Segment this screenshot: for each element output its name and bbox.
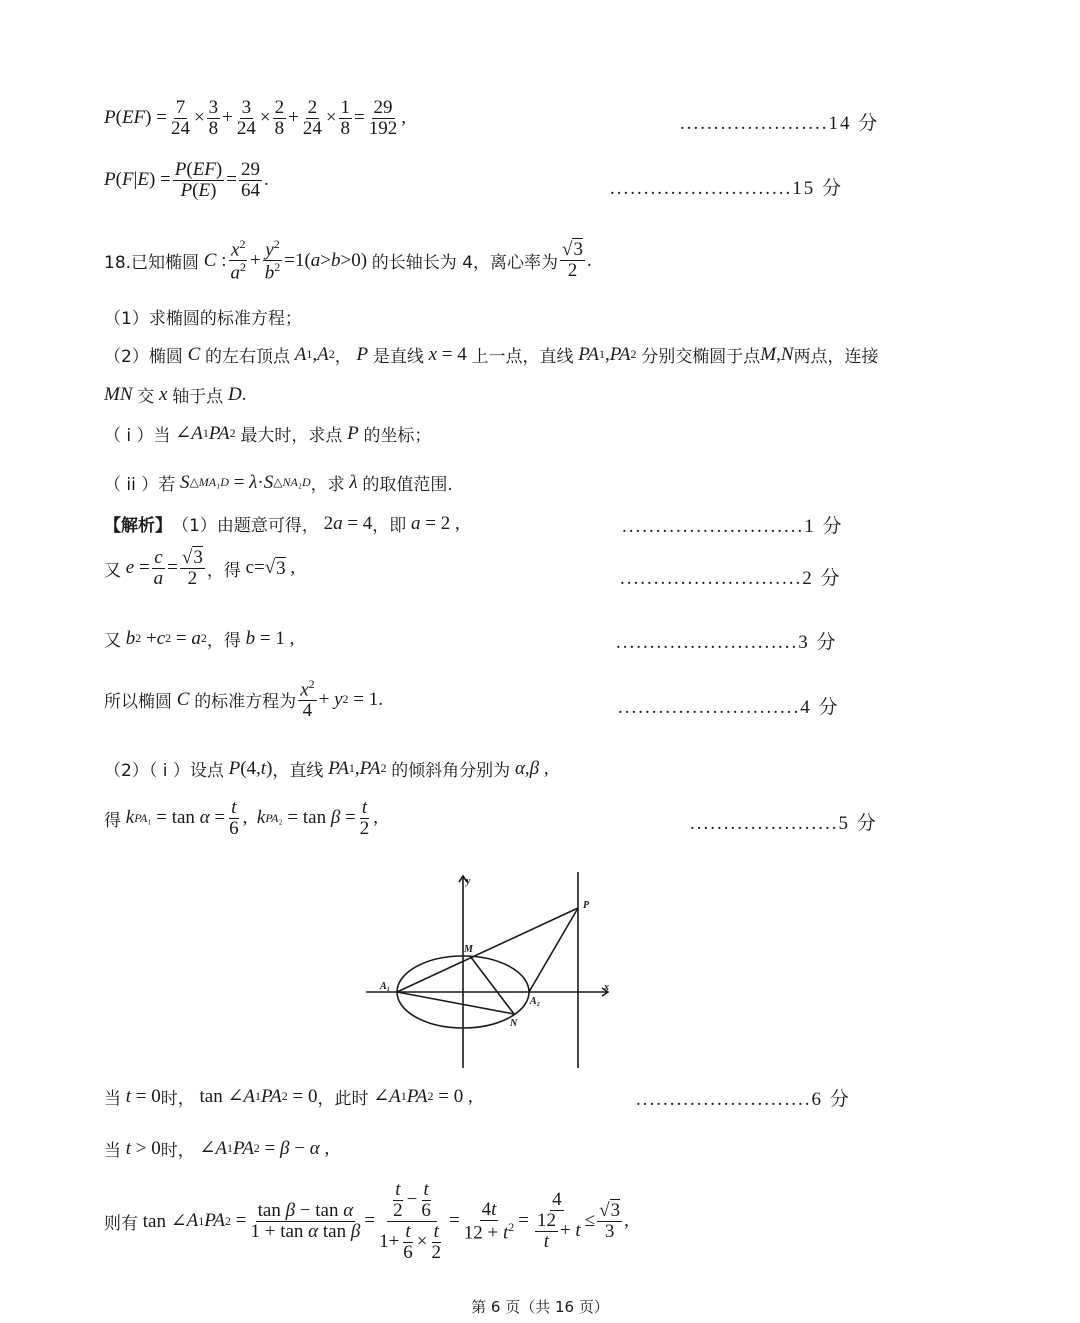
solution-part2-line-4: 当 t > 0 时， ∠ A 1 PA 2 = β − α , (104, 1137, 330, 1161)
solution-label: 【解析】 (104, 516, 172, 536)
q2-part-b: 的左右顶点 (205, 347, 291, 367)
q2-part-i: 轴于点 (172, 387, 224, 407)
sol-de-2: ，得 (206, 631, 241, 651)
score-1: ...........................1 分 (622, 516, 844, 537)
sol-l1b: ，即 (372, 516, 407, 536)
q2-part-h: 交 (137, 387, 155, 407)
question-2-i: （ i ）当 ∠ A 1 PA 2 最大时，求点 P 的坐标； (104, 422, 432, 446)
score-3: ...........................3 分 (616, 632, 838, 653)
sol-de2: 得 (104, 810, 121, 831)
q2-part-c: ， (334, 347, 352, 367)
solution-part2-line-1: （2）（ i ）设点 P (4, t ) ，直线 PA 1 , PA 2 的倾斜角分别为 α , β , (104, 757, 549, 781)
label-a1: A₁ (380, 981, 391, 992)
page-footer: 第 6 页（共 16 页） (471, 1298, 609, 1316)
score-5: ......................5 分 (690, 813, 878, 834)
sol-dang2: 当 (104, 1141, 121, 1161)
q2-part-f: 分别交椭圆于点 (641, 347, 761, 367)
q2-part-a: （2）椭圆 (104, 347, 183, 367)
solution-line-4: 所以椭圆 C 的标准方程为 $\frac{x^2}{4}$ + y 2 = 1. (104, 677, 383, 722)
solution-line-3: 又 b 2 + c 2 = a 2 ，得 b = 1 , (104, 627, 295, 651)
problem-18-statement: 18.已知椭圆 C : $\frac{x^2}{a^2}$ + $\frac{y^2}{b^2}$ =1( a > b >0) 的长轴长为 4，离心率为 $\frac{√3}{2}$ . (104, 237, 592, 284)
qii-part-a: （ ii ）若 (104, 475, 176, 495)
sol-zeyou: 则有 (104, 1213, 138, 1234)
sol-p2c: 的倾斜角分别为 (391, 761, 511, 781)
label-y: y (466, 876, 471, 887)
label-p: P (583, 900, 590, 911)
question-2-ii: （ ii ）若 S △MA₁D = λ · S △NA₂D ，求 λ 的取值范围. (104, 471, 453, 495)
qi-part-c: 的坐标； (363, 426, 432, 446)
q2-part-g: 两点，连接 (793, 347, 879, 367)
solution-line-1: 【解析】 （1）由题意可得， 2 a = 4 ，即 a = 2 , (104, 512, 460, 536)
solution-line-2: 又 e = $\frac{c}{a}$ = $\frac{√3}{2}$ ，得 c=√ 3 , (104, 547, 296, 589)
line-pa2 (529, 908, 578, 992)
sol-l1: （1）由题意可得， (172, 516, 319, 536)
sol-you-2: 又 (104, 631, 121, 651)
score-14: ......................14 分 (680, 113, 880, 134)
qi-part-a: （ i ）当 (104, 426, 171, 446)
solution-part2-line-2: 得 k PA₁ = tan α = $\frac{t}{6}$ , k PA₂ = tan β = $\frac{t}{2}$ , (104, 797, 379, 839)
sol-shi2: 时， (160, 1141, 195, 1161)
solution-part2-line-5: 则有 tan ∠ A 1 PA 2 = $\frac{\text{tan β − tan α}}{\text{1 + tan α tan β}}$ = $\frac{t}{2}$ − $\frac{t}{6}$ 1+ $\frac{t}{6}$ × $\frac{t}{2}$ = $\frac{4t}{12 + t^2}$ = 4 $\frac{12}{t}$ + t ≤ $\frac{√3}{3}$ , (104, 1179, 629, 1263)
label-x: x (604, 982, 609, 993)
label-n: N (510, 1018, 518, 1029)
label-a2: A₂ (530, 996, 541, 1007)
sol-p2a: （2）（ i ）设点 (104, 761, 224, 781)
score-15: ...........................15 分 (610, 178, 844, 199)
problem-length-text: 的长轴长为 4，离心率为 (371, 253, 559, 274)
sol-dang1: 当 (104, 1089, 121, 1109)
sol-de-1: ，得 (206, 560, 241, 581)
problem-intro: 18.已知椭圆 (104, 253, 200, 274)
sol-cishi: ，此时 (317, 1089, 369, 1109)
sol-shi1: 时， (160, 1089, 195, 1109)
line-p-ef: P ( EF ) = $\frac{7}{24}$ × $\frac{3}{8}$ + $\frac{3}{24}$ × $\frac{2}{8}$ + $\frac{2}{24}$ × $\frac{1}{8}$ = $\frac{29}{192}$ , (104, 97, 407, 139)
qii-part-c: 的取值范围. (362, 475, 453, 495)
label-m: M (464, 944, 473, 955)
line-p-f-given-e: P ( F | E ) = $\frac{P(EF)}{P(E)}$ = $\frac{29}{64}$ . (104, 159, 269, 201)
qii-part-b: ，求 (310, 475, 345, 495)
sol-biaozhun: 的标准方程为 (194, 692, 297, 713)
sol-suoyi: 所以椭圆 (104, 692, 172, 713)
qi-part-b: 最大时，求点 (240, 426, 343, 446)
sol-p2b: ，直线 (272, 761, 324, 781)
q2-part-e: 上一点，直线 (471, 347, 574, 367)
question-1: （1）求椭圆的标准方程； (104, 309, 302, 329)
question-2: （2）椭圆 C 的左右顶点 A 1 , A 2 ， P 是直线 x = 4 上一点，直线 PA 1 , PA 2 分别交椭圆于点 M , N 两点，连接 (104, 343, 879, 367)
line-a1-n (397, 992, 514, 1014)
score-4: ...........................4 分 (618, 697, 840, 718)
score-6: ..........................6 分 (636, 1089, 851, 1110)
question-2-cont: MN 交 x 轴于点 D . (104, 383, 247, 407)
score-2: ...........................2 分 (620, 568, 842, 589)
q2-part-d: 是直线 (372, 347, 424, 367)
solution-part2-line-3: 当 t = 0 时， tan ∠ A 1 PA 2 = 0 ，此时 ∠ A 1 PA 2 = 0 , (104, 1085, 473, 1109)
ellipse-figure (360, 868, 620, 1074)
sol-you-1: 又 (104, 560, 121, 581)
